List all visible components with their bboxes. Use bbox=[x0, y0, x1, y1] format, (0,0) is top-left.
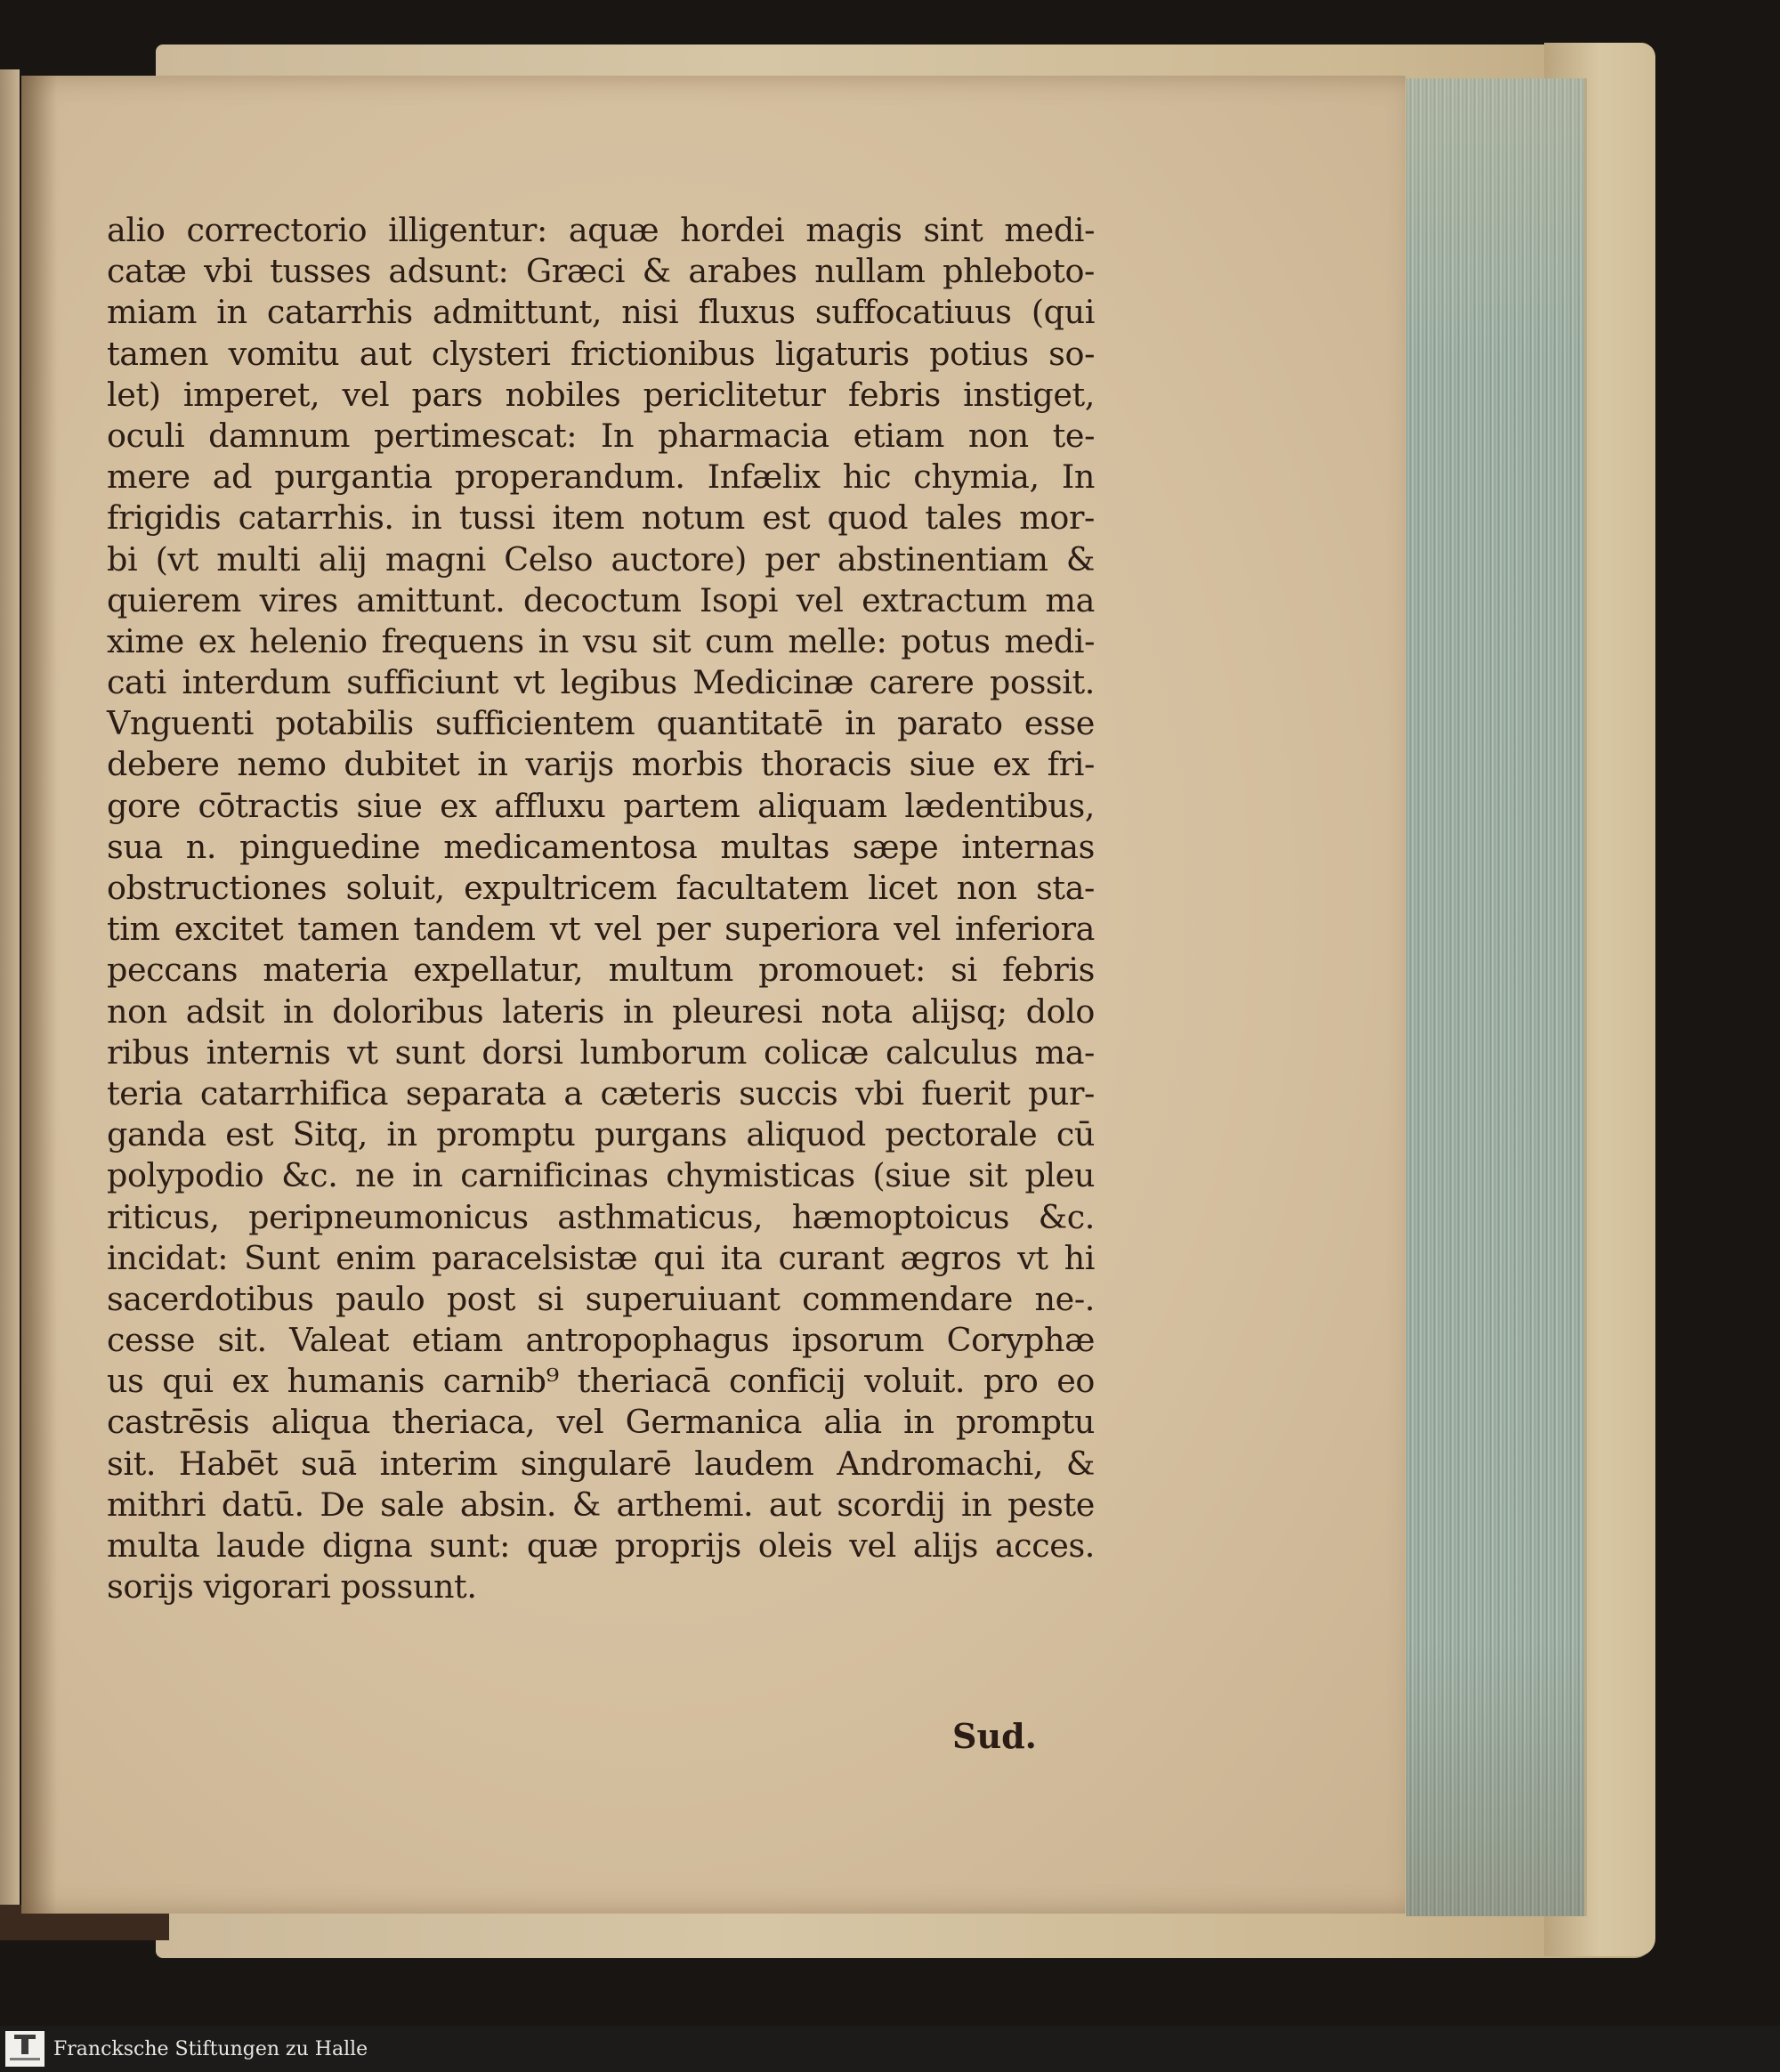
text-line: ganda est Sitq, in promptu purgans aliquod pectorale cū bbox=[107, 1115, 1095, 1154]
text-line: polypodio &c. ne in carnificinas chymisticas (siue sit pleu bbox=[107, 1156, 1095, 1195]
institution-logo-icon bbox=[5, 2031, 44, 2067]
institution-name: Francksche Stiftungen zu Halle bbox=[53, 2038, 368, 2060]
text-line: tamen vomitu aut clysteri frictionibus ligaturis potius so- bbox=[107, 334, 1095, 373]
text-line: miam in catarrhis admittunt, nisi fluxus suffocatiuus (qui bbox=[107, 293, 1095, 332]
text-line: incidat: Sunt enim paracelsistæ qui ita curant ægros vt hi bbox=[107, 1238, 1095, 1277]
text-line: teria catarrhifica separata a cæteris succis vbi fuerit pur- bbox=[107, 1073, 1095, 1113]
text-line: Vnguenti potabilis sufficientem quantitatē in parato esse bbox=[107, 704, 1095, 743]
text-line: xime ex helenio frequens in vsu sit cum melle: potus medi- bbox=[107, 621, 1095, 660]
text-line: cesse sit. Valeat etiam antropophagus ipsorum Coryphæ bbox=[107, 1321, 1095, 1360]
text-line: castrēsis aliqua theriaca, vel Germanica alia in promptu bbox=[107, 1403, 1095, 1442]
text-line: bi (vt multi alij magni Celso auctore) per abstinentiam & bbox=[107, 539, 1095, 579]
text-line: mere ad purgantia properandum. Infælix hic chymia, In bbox=[107, 457, 1095, 497]
text-line: multa laude digna sunt: quæ proprijs oleis vel alijs acces. bbox=[107, 1526, 1095, 1565]
text-line: peccans materia expellatur, multum promouet: si febris bbox=[107, 951, 1095, 990]
text-line: gore cōtractis siue ex affluxu partem aliquam lædentibus, bbox=[107, 786, 1095, 825]
text-line: frigidis catarrhis. in tussi item notum est quod tales mor- bbox=[107, 498, 1095, 538]
text-line: riticus, peripneumonicus asthmaticus, hæmoptoicus &c. bbox=[107, 1197, 1095, 1236]
text-line: non adsit in doloribus lateris in pleuresi nota alijsq; dolo bbox=[107, 991, 1095, 1031]
fore-edge-shading bbox=[1406, 78, 1584, 1916]
text-line: obstructiones soluit, expultricem facultatem licet non sta- bbox=[107, 869, 1095, 907]
text-line: sua n. pinguedine medicamentosa multas sæpe internas bbox=[107, 827, 1095, 866]
text-line: sacerdotibus paulo post si superuiuant commendare ne-. bbox=[107, 1279, 1095, 1318]
text-line: us qui ex humanis carnib⁹ theriacā conficij voluit. pro eo bbox=[107, 1362, 1095, 1401]
page-gutter-shadow bbox=[21, 76, 57, 1914]
text-line: tim excitet tamen tandem vt vel per superiora vel inferiora bbox=[107, 910, 1095, 949]
text-line: oculi damnum pertimescat: In pharmacia etiam non te- bbox=[107, 416, 1095, 455]
text-line: quierem vires amittunt. decoctum Isopi vel extractum ma bbox=[107, 580, 1095, 619]
page-text bbox=[107, 210, 1095, 1607]
text-line: ribus internis vt sunt dorsi lumborum colicæ calculus ma- bbox=[107, 1032, 1095, 1072]
text-line: debere nemo dubitet in varijs morbis thoracis siue ex fri- bbox=[107, 745, 1095, 784]
text-line: alio correctorio illigentur: aquæ hordei magis sint medi- bbox=[107, 211, 1095, 249]
text-line: mithri datū. De sale absin. & arthemi. aut scordij in peste bbox=[107, 1485, 1095, 1524]
text-line: sorijs vigorari possunt. bbox=[107, 1567, 477, 1607]
text-line: let) imperet, vel pars nobiles periclitetur febris instiget, bbox=[107, 375, 1095, 414]
text-line: sit. Habēt suā interim singularē laudem Andromachi, & bbox=[107, 1444, 1095, 1483]
catchword: Sud. bbox=[952, 1716, 1037, 1756]
facing-page-strip bbox=[0, 69, 20, 1921]
text-line: catæ vbi tusses adsunt: Græci & arabes nullam phleboto- bbox=[107, 252, 1095, 291]
text-line: cati interdum sufficiunt vt legibus Medicinæ carere possit. bbox=[107, 663, 1095, 702]
